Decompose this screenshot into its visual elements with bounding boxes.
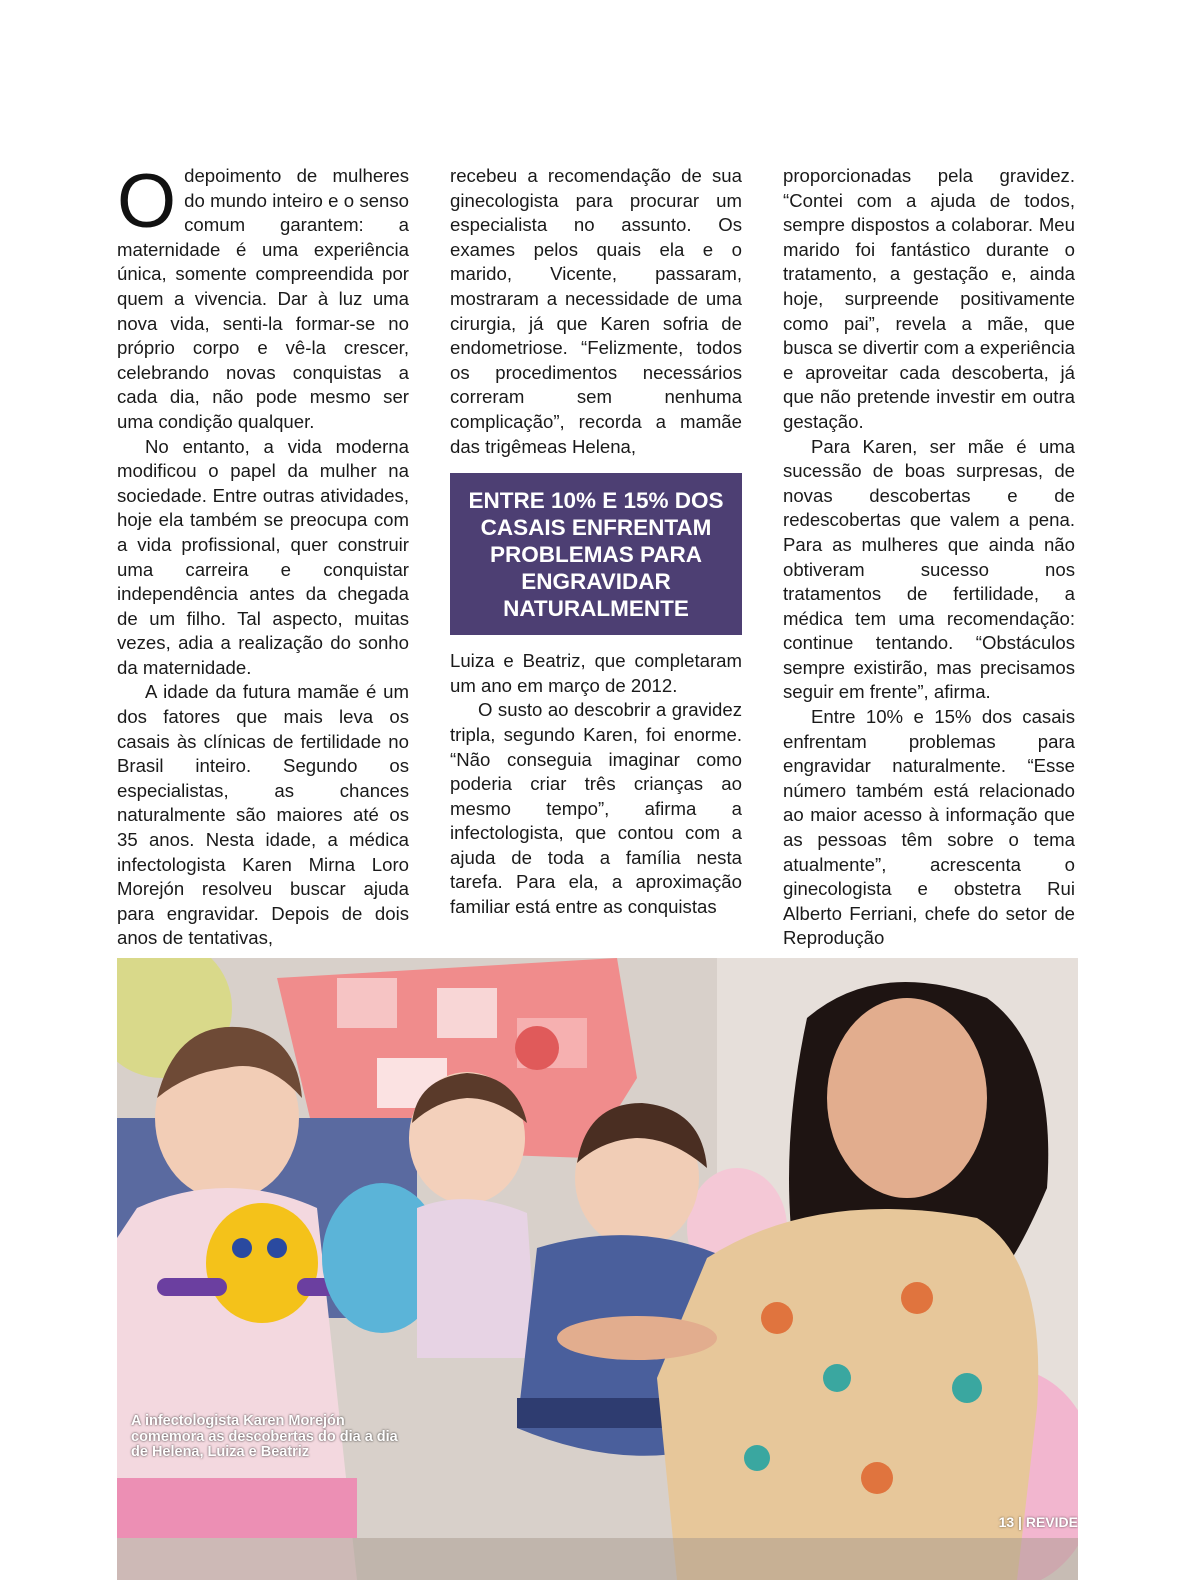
article-column-1 — [117, 159, 409, 951]
paragraph-text: depoimento de mulheres do mundo inteiro e o senso comum garantem: a maternidade é uma experiência única, somente compreendida por quem a vivencia. Dar à luz uma nova vida, senti-la formar-se no próprio corpo e vê-la crescer, celebrando novas conquistas a cada dia, não pode mesmo ser uma condição qualquer. — [117, 165, 409, 432]
article-paragraph: Para Karen, ser mãe é uma sucessão de boas surpresas, de novas descobertas e de redescobertas que valem a pena. Para as mulheres que ainda não obtiveram sucesso nos tratamentos de fertilidade, a médica tem uma recomendação: continue tentando. “Obstáculos sempre existirão, mas precisamos seguir em frente”, afirma. — [783, 435, 1075, 703]
article-column-2 — [450, 164, 742, 920]
article-paragraph: recebeu a recomendação de sua ginecologista para procurar um especialista no assunto. Os exames pelos quais ela e o marido, Vicente, passaram, mostraram a necessidade de uma cirurgia, já que Karen sofria de endometriose. “Felizmente, todos os procedimentos necessários correram sem nenhuma complicação”, recorda a mamãe das trigêmeas Helena, — [450, 165, 742, 457]
article-paragraph: O susto ao descobrir a gravidez tripla, segundo Karen, foi enorme. “Não conseguia imaginar como poderia criar três crianças ao mesmo tempo”, afirma a infectologista, que contou com a ajuda de toda a família nesta tarefa. Para ela, a aproximação familiar está entre as conquistas — [450, 699, 742, 918]
pull-quote: ENTRE 10% E 15% DOS CASAIS ENFRENTAM PROBLEMAS PARA ENGRAVIDAR NATURALMENTE — [450, 473, 742, 635]
drop-cap: O — [117, 159, 177, 244]
photo-caption: A infectologista Karen Morejón comemora as descobertas do dia a dia de Helena, Luiza e Beatriz — [131, 1413, 398, 1460]
article-column-3 — [783, 164, 1075, 951]
article-paragraph: No entanto, a vida moderna modificou o papel da mulher na sociedade. Entre outras atividades, hoje ela também se preocupa com a vida profissional, quer construir uma carreira e conquistar independência antes da chegada de um filho. Tal aspecto, muitas vezes, adia a realização do sonho da maternidade. — [117, 435, 409, 678]
article-paragraph: Entre 10% e 15% dos casais enfrentam problemas para engravidar naturalmente. “Esse número também está relacionado ao maior acesso à informação que as pessoas têm sobre o tema atualmente”, acrescenta o ginecologista e obstetra Rui Alberto Ferriani, chefe do setor de Reprodução — [783, 706, 1075, 949]
page-number: 13 | REVIDE — [998, 1514, 1078, 1530]
article-paragraph: proporcionadas pela gravidez. “Contei com a ajuda de todos, sempre dispostos a colaborar. Meu marido foi fantástico durante o tratamento, a gestação e, ainda hoje, surpreende positivamente como pai”, revela a mãe, que busca se divertir com a experiência e aproveitar cada descoberta, já que não pretende investir em outra gestação. — [783, 165, 1075, 432]
photo-illustration — [117, 958, 1078, 1580]
article-paragraph — [117, 159, 409, 435]
article-photo — [117, 958, 1078, 1580]
article-paragraph: Luiza e Beatriz, que completaram um ano em março de 2012. — [450, 650, 742, 696]
article-paragraph: A idade da futura mamãe é um dos fatores que mais leva os casais às clínicas de fertilidade no Brasil inteiro. Segundo os especialistas, as chances naturalmente são maiores até os 35 anos. Nesta idade, a médica infectologista Karen Mirna Loro Morejón resolveu buscar ajuda para engravidar. Depois de dois anos de tentativas, — [117, 681, 409, 949]
